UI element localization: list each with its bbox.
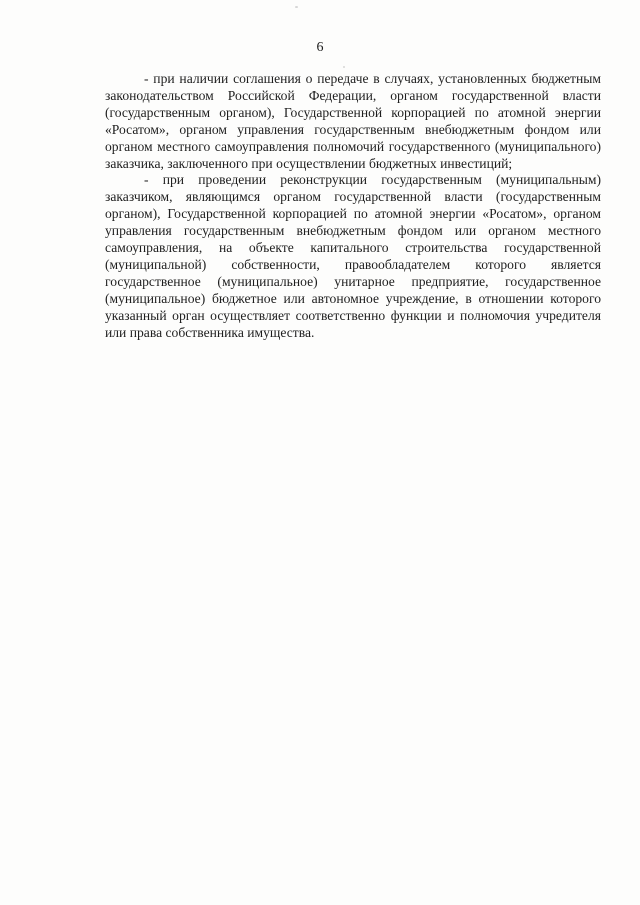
page-number: 6: [316, 40, 324, 55]
scan-artifact: [295, 6, 298, 8]
scan-artifact: [343, 66, 345, 68]
paragraph-reconstruction: - при проведении реконструкции государственным (муниципальным) заказчиком, являющимся органом государственной власти (государственным органом), Государственной корпорацией по атомной энергии «Росатом», органом управления государственным внебюджетным фондом или органом местного самоуправления, на объекте капитального строительства государственной (муниципальной) собственности, правообладателем которого является государственное (муниципальное) унитарное предприятие, государственное (муниципальное) бюджетное или автономное учреждение, в отношении которого указанный орган осуществляет соответственно функции и полномочия учредителя или права собственника имущества.: [105, 172, 601, 340]
paragraph-agreement-transfer: - при наличии соглашения о передаче в случаях, установленных бюджетным законодательством Российской Федерации, органом государственной власти (государственным органом), Государственной корпорацией по атомной энергии «Росатом», органом управления государственным внебюджетным фондом или органом местного самоуправления полномочий государственного (муниципального) заказчика, заключенного при осуществлении бюджетных инвестиций;: [105, 71, 601, 171]
document-body: [105, 71, 601, 342]
